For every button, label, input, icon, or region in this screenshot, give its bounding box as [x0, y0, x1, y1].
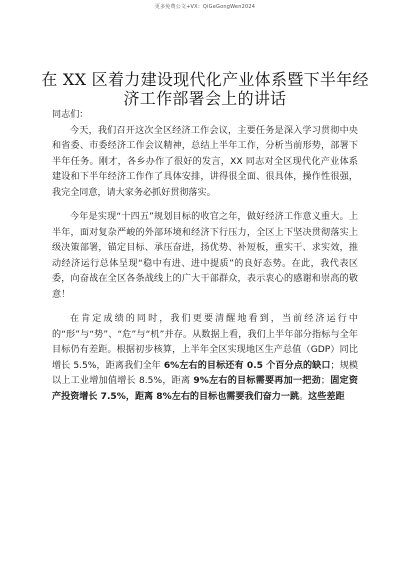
salutation: 同志们： [52, 110, 89, 120]
paragraph-opening: 今天，我们召开这次全区经济工作会议，主要任务是深入学习贯彻中央和省委、市委经济工作会议精神，总结上半年工作，分析当前形势，部署下半年任务。刚才，各乡办作了很好的发言，XX 同志对全区现代化产业体系建设和下半年经济工作作了具体安排，讲得很全面、很具体，操作性很强，我完全同意，请大家务必抓好贯彻落实。 [52, 125, 358, 198]
document-title: 在 XX 区着力建设现代化产业体系暨下半年经济工作部署会上的讲话 [41, 70, 369, 108]
paragraph-gaps-text: ；规模以上工业增加值增长 8.5%，距离 [52, 360, 358, 386]
paragraph-gaps [52, 312, 358, 405]
gdp-gap-highlight: 6%左右的目标还有 0.5 个百分点的缺口 [163, 360, 331, 371]
paragraph-achievements: 今年是实现“十四五”规划目标的收官之年，做好经济工作意义重大。上半年，面对复杂严峻的外部环境和经济下行压力，全区上下坚决贯彻落实上级决策部署，锚定目标、承压奋进，扬优势、补短板，重实干、求实效，推动经济运行总体呈现“稳中有进、进中提质”的良好态势。在此，我代表区委，向奋战在全区各条战线上的广大干部群众，表示衷心的感谢和崇高的敬意！ [52, 212, 358, 300]
paragraph-gaps-text: 。 [299, 391, 309, 402]
paragraph-gaps-text: ； [320, 376, 331, 386]
document-body [52, 108, 358, 405]
paragraph-gaps-lead: 在肯定成绩的同时，我们更要清醒地看到，当前经济运行中的“形”与“势”、“危”与“机”并存。从数据上看，我们上半年部分指标与全年目标仍有差距。根据初步核算，上半年全区实现地区生产总值（GDP）同比增长 5.5%，距离我们全年 [52, 314, 358, 371]
industry-gap-highlight: 9%左右的目标需要再加一把劲 [193, 376, 321, 386]
watermark-text: 更多免费公文+VX：QiGeGongWen2024 [154, 4, 256, 10]
investment-gap-highlight: 固定资产投资增长 7.5%，距离 8%左右的目标也需要我们奋力一跳 [52, 376, 358, 402]
gap-summary-highlight: 这些差距 [308, 391, 345, 402]
